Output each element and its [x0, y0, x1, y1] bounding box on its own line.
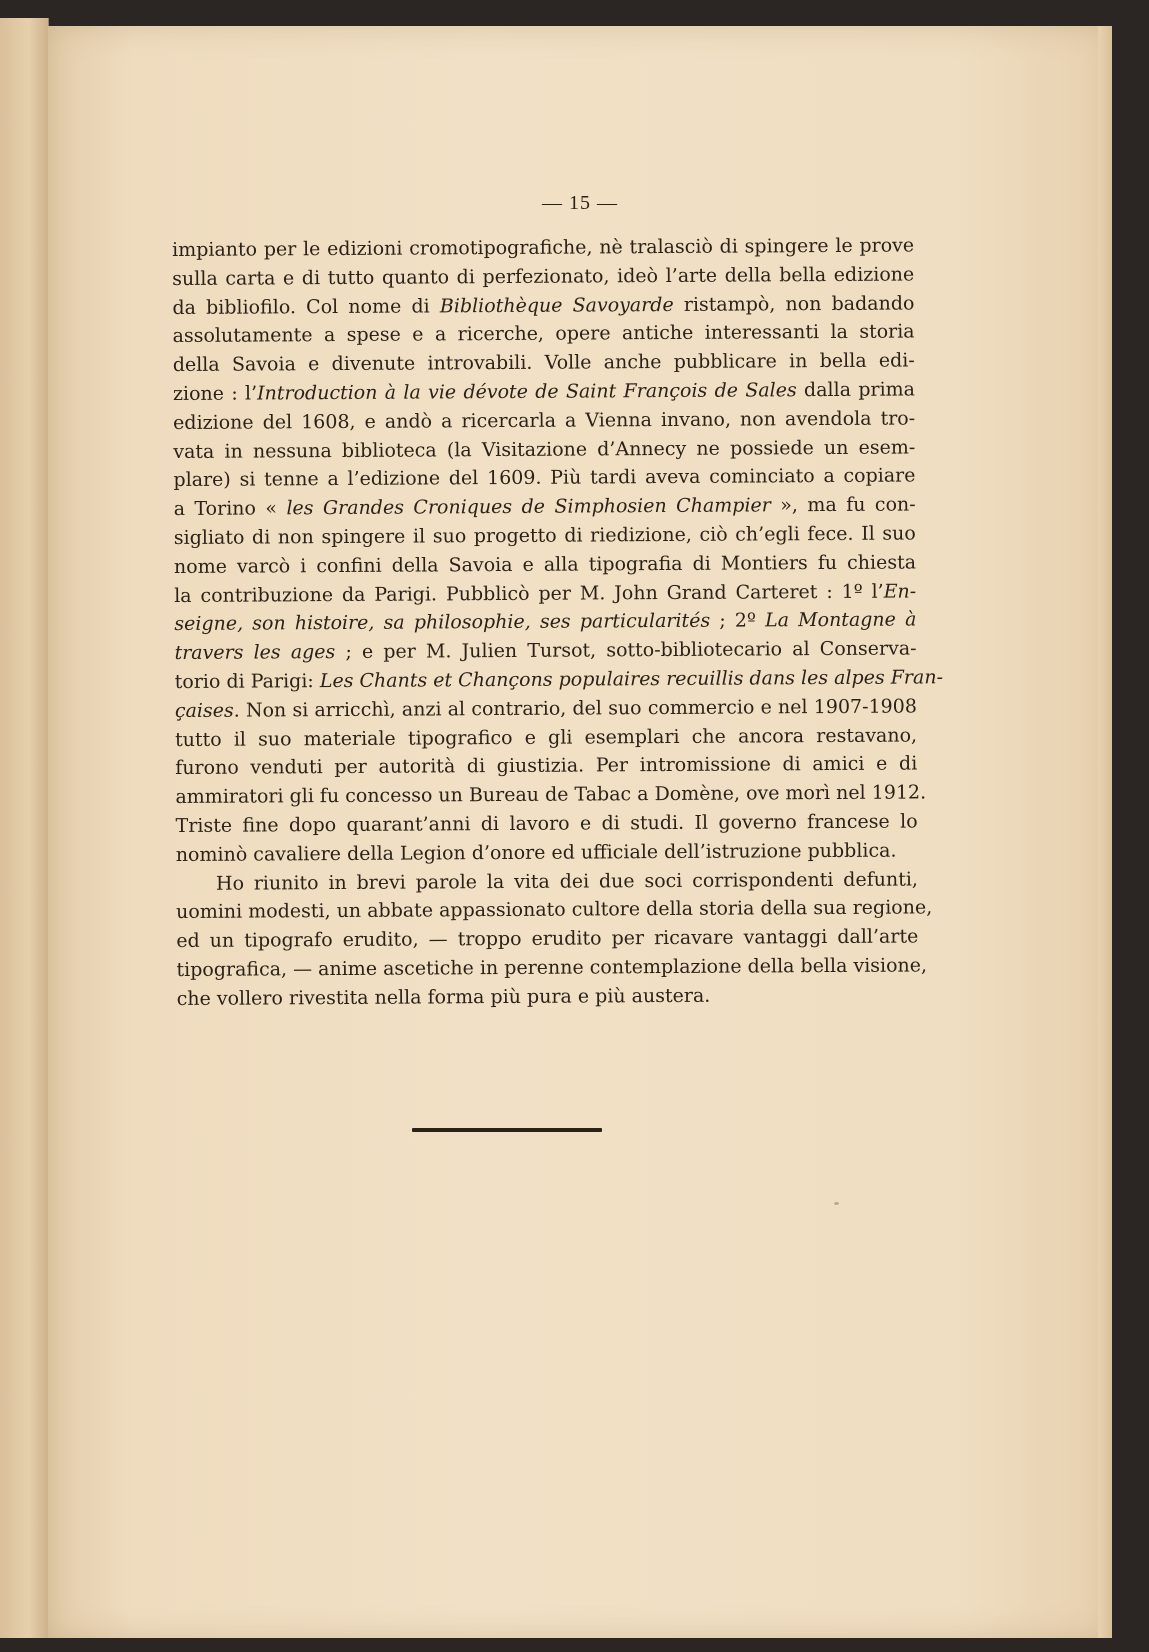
text-line: travers les ages ; e per M. Julien Tursot, sotto-bibliotecario al Conserva- [174, 637, 917, 665]
italic-title: seigne, son histoire, sa philosophie, ses particularités [174, 610, 711, 636]
text-line: ammiratori gli fu concesso un Bureau de Tabac a Domène, ove morì nel 1912. [175, 781, 927, 809]
text-line: sulla carta e di tutto quanto di perfezionato, ideò l’arte della bella edizione [172, 263, 915, 290]
text-line: nome varcò i confini della Savoia e alla tipografia di Montiers fu chiesta [173, 551, 917, 578]
text-line: assolutamente a spese e a ricerche, opere antiche interessanti la storia [172, 320, 915, 348]
paper-speck [834, 1202, 839, 1205]
text-line: vata in nessuna biblioteca (la Visitazione d’Annecy ne possiede un esem- [173, 436, 916, 463]
italic-title: Bibliothèque Savoyarde [439, 293, 674, 317]
text-line: Ho riunito in brevi parole la vita dei due soci corrispondenti defunti, [215, 867, 919, 895]
italic-title: çaises [174, 699, 234, 722]
text-line: da bibliofilo. Col nome di Bibliothèque Savoyarde ristampò, non badando [172, 292, 915, 319]
text-line: uomini modesti, un abbate appassionato cultore della storia della sua regione, [176, 896, 933, 924]
text-line: della Savoia e divenute introvabili. Volle anche pubblicare in bella edi- [172, 349, 915, 377]
text-line: seigne, son histoire, sa philosophie, ses particularités ; 2º La Montagne à [174, 608, 917, 636]
text-line: torio di Parigi: Les Chants et Chançons populaires recuillis dans les alpes Fran- [174, 666, 944, 693]
text-line: Triste fine dopo quarant’anni di lavoro e di studi. Il governo francese lo [175, 810, 918, 837]
page-right-edge [1098, 26, 1112, 1638]
text-line: a Torino « les Grandes Croniques de Simphosien Champier », ma fu con- [173, 493, 916, 521]
text-line: la contribuzione da Parigi. Pubblicò per M. John Grand Carteret : 1º l’En- [174, 580, 917, 607]
text-line: sigliato di non spingere il suo progetto di riedizione, ciò ch’egli fece. Il suo [173, 522, 916, 549]
text-line: furono venduti per autorità di giustizia. Per intromissione di amici e di [175, 752, 918, 780]
text-line: tipografica, — anime ascetiche in perenne contemplazione della bella visione, [176, 954, 928, 981]
text-line: che vollero rivestita nella forma più pura e più austera. [176, 984, 711, 1010]
italic-title: Introduction à la vie dévote de Saint François de Sales [257, 379, 797, 405]
text-line: zione : l’Introduction à la vie dévote de Saint François de Sales dalla prima [172, 378, 916, 405]
page-number: — 15 — [542, 192, 618, 214]
text-line: impianto per le edizioni cromotipografiche, nè tralasciò di spingere le prove [172, 234, 915, 261]
left-page-edge [0, 18, 49, 1638]
italic-title: travers les ages [174, 641, 336, 665]
italic-title: les Grandes Croniques de Simphosien Champier [286, 494, 771, 520]
italic-title: La Montagne à [764, 608, 917, 632]
text-line: edizione del 1608, e andò a ricercarla a Vienna invano, non avendola tro- [173, 407, 916, 434]
text-line: nominò cavaliere della Legion d’onore ed ufficiale dell’istruzione pubblica. [175, 839, 897, 866]
text-line: çaises. Non si arricchì, anzi al contrario, del suo commercio e nel 1907-1908 [174, 695, 917, 722]
text-line: plare) si tenne a l’edizione del 1609. Più tardi aveva cominciato a copiare [173, 464, 916, 492]
section-end-rule [412, 1128, 602, 1132]
italic-title: En- [883, 580, 917, 603]
text-line: tutto il suo materiale tipografico e gli esemplari che ancora restavano, [175, 724, 918, 751]
text-line: ed un tipografo erudito, — troppo erudito per ricavare vantaggi dall’arte [176, 925, 919, 953]
book-page [48, 26, 1112, 1638]
body-text [172, 231, 944, 1013]
italic-title: Les Chants et Chançons populaires recuillis dans les alpes Fran- [319, 666, 944, 693]
